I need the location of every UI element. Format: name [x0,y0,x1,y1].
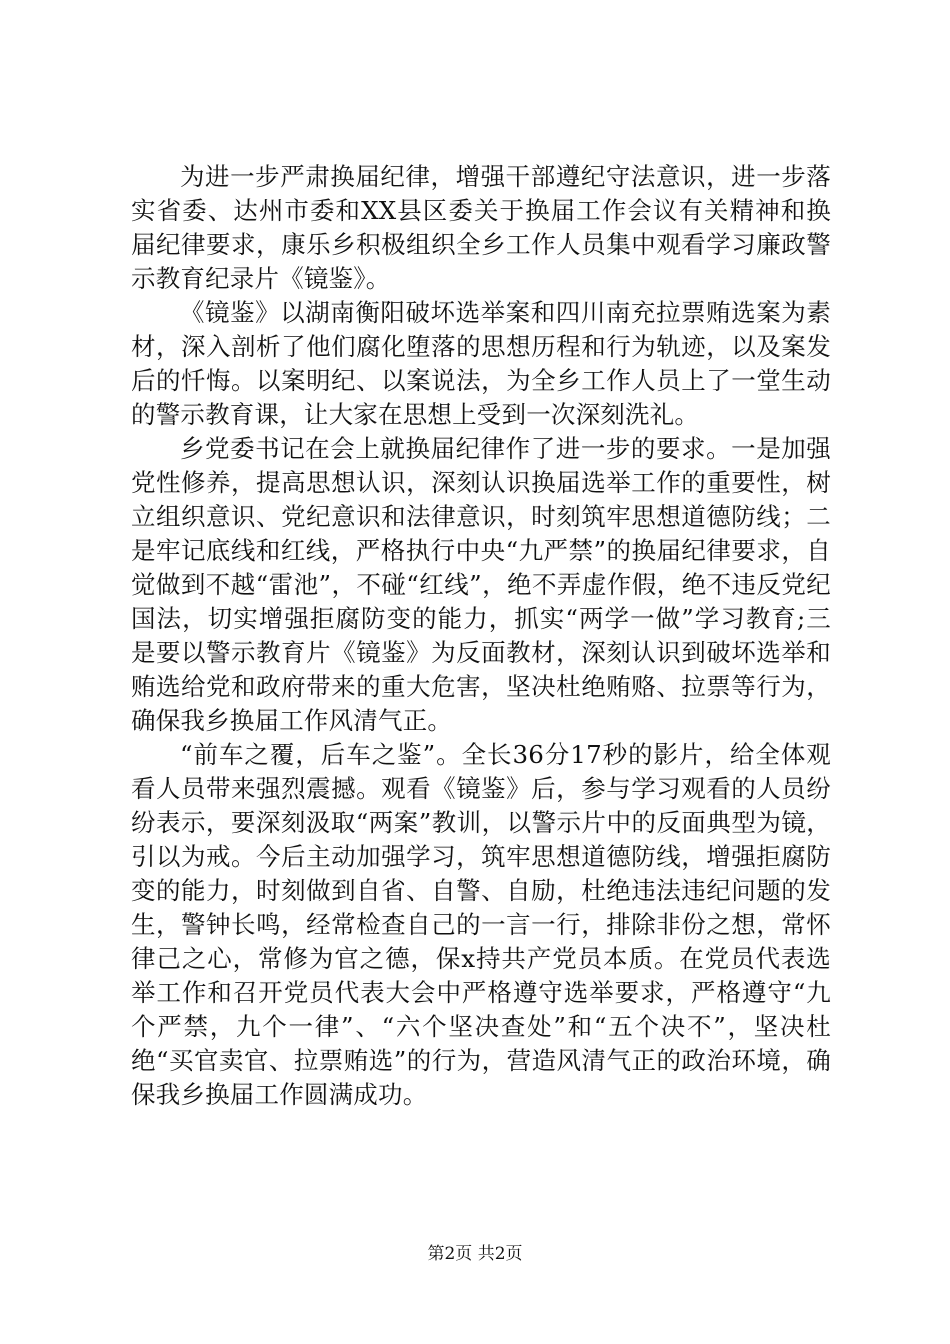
document-body [131,160,831,1112]
paragraph-3: 乡党委书记在会上就换届纪律作了进一步的要求。一是加强党性修养，提高思想认识，深刻认识换届选举工作的重要性，树立组织意识、党纪意识和法律意识，时刻筑牢思想道德防线；二是牢记底线和红线，严格执行中央“九严禁”的换届纪律要求，自觉做到不越“雷池”，不碰“红线”，绝不弄虚作假，绝不违反党纪国法，切实增强拒腐防变的能力，抓实“两学一做”学习教育;三是要以警示教育片《镜鉴》为反面教材，深刻认识到破坏选举和贿选给党和政府带来的重大危害，坚决杜绝贿赂、拉票等行为，确保我乡换届工作风清气正。 [131,434,831,735]
paragraph-1: 为进一步严肃换届纪律，增强干部遵纪守法意识，进一步落实省委、达州市委和XX县区委关于换届工作会议有关精神和换届纪律要求，康乐乡积极组织全乡工作人员集中观看学习廉政警示教育纪录片《镜鉴》。 [131,162,831,293]
paragraph-4: “前车之覆，后车之鉴”。全长36分17秒的影片，给全体观看人员带来强烈震撼。观看《镜鉴》后，参与学习观看的人员纷纷表示，要深刻汲取“两案”教训，以警示片中的反面典型为镜，引以为戒。今后主动加强学习，筑牢思想道德防线，增强拒腐防变的能力，时刻做到自省、自警、自励，杜绝违法违纪问题的发生，警钟长鸣，经常检查自己的一言一行，排除非份之想，常怀律己之心，常修为官之德，保x持共产党员本质。在党员代表选举工作和召开党员代表大会中严格遵守选举要求，严格遵守“九个严禁，九个一律”、“六个坚决查处”和“五个决不”，坚决杜绝“买官卖官、拉票贿选”的行为，营造风清气正的政治环境，确保我乡换届工作圆满成功。 [131,740,831,1109]
paragraph-2: 《镜鉴》以湖南衡阳破坏选举案和四川南充拉票贿选案为素材，深入剖析了他们腐化堕落的思想历程和行为轨迹，以及案发后的忏悔。以案明纪、以案说法，为全乡工作人员上了一堂生动的警示教育课，让大家在思想上受到一次深刻洗礼。 [131,298,831,429]
page-number-footer: 第2页 共2页 [427,1244,523,1264]
